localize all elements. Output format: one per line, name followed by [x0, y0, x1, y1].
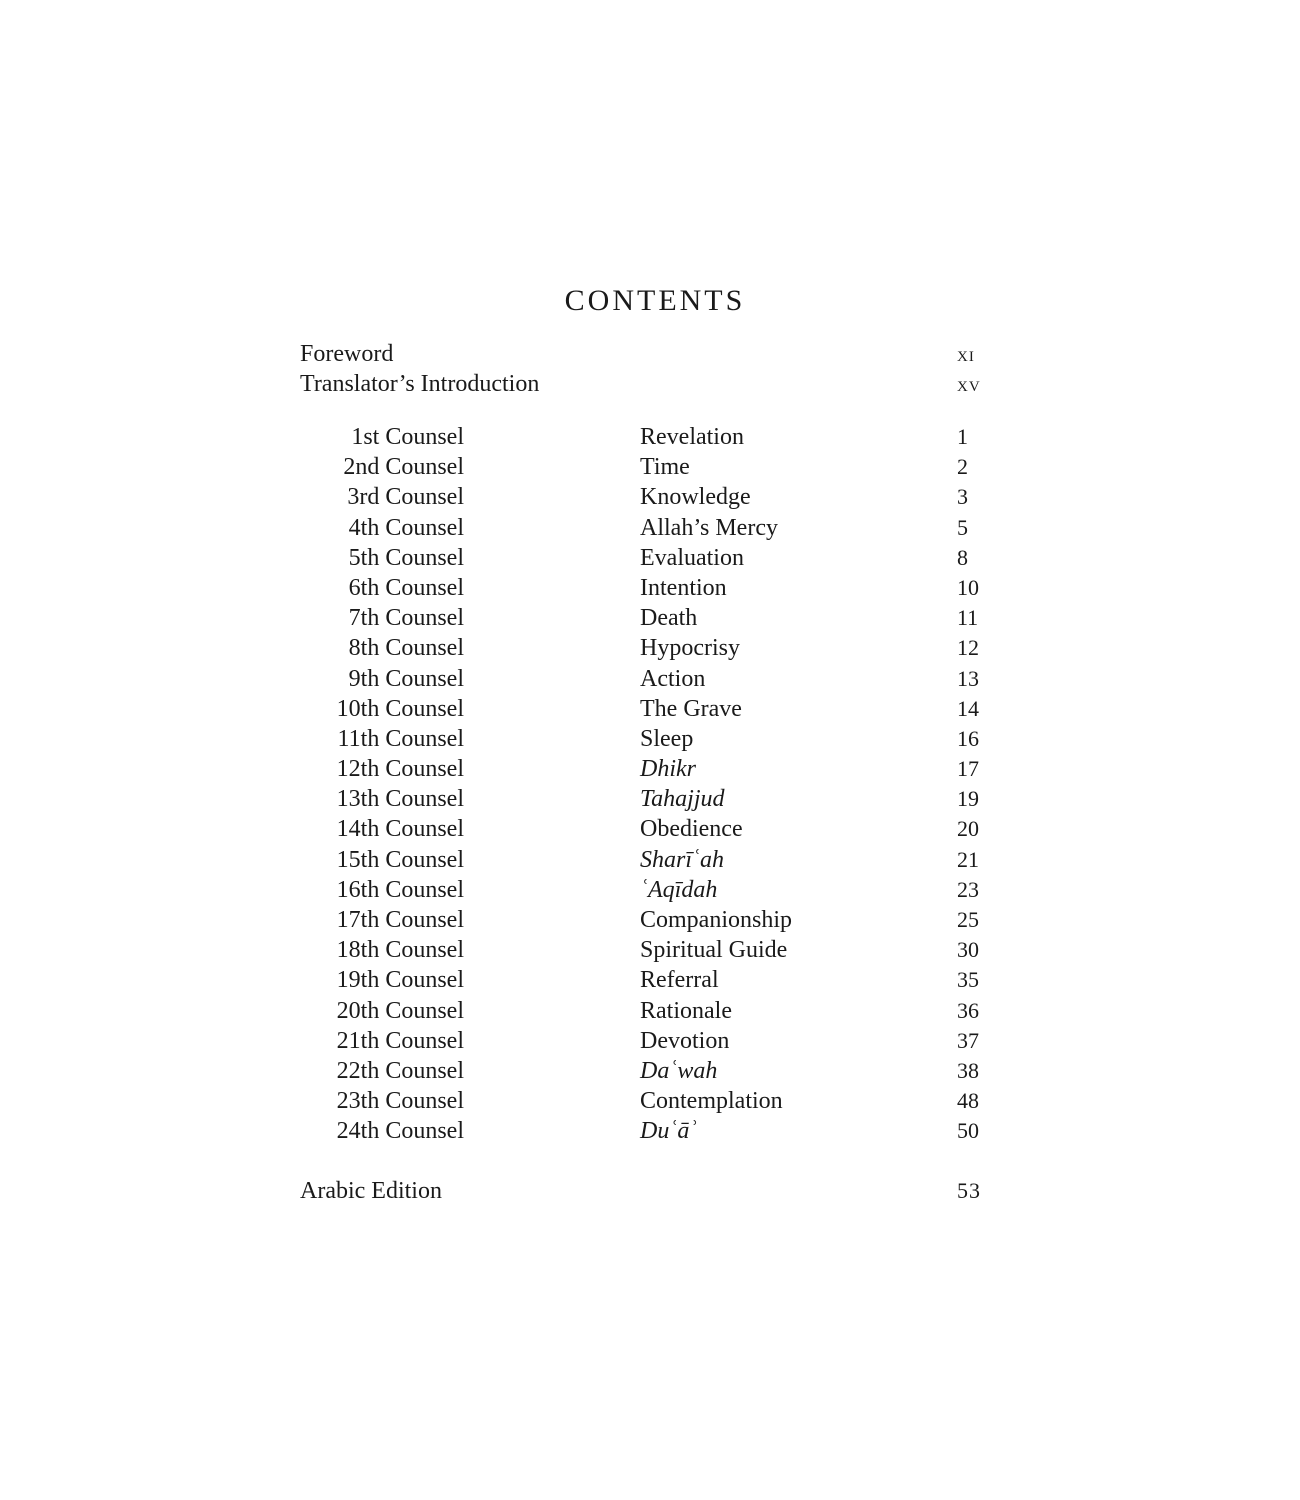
counsel-page-number: 36 — [957, 997, 979, 1023]
counsel-topic: Sharīʿah — [640, 846, 724, 873]
toc-entry-counsel[interactable] — [300, 1028, 990, 1058]
counsel-topic: Devotion — [640, 1027, 730, 1054]
counsel-page-number: 13 — [957, 665, 979, 691]
toc-entry-counsel[interactable] — [300, 575, 990, 605]
counsel-topic: Allah’s Mercy — [640, 514, 778, 541]
counsel-page-number: 19 — [957, 786, 979, 812]
counsel-number: 14th Counsel — [336, 816, 464, 843]
counsel-topic: Daʿwah — [640, 1057, 718, 1084]
counsel-page-number: 12 — [957, 635, 979, 661]
counsel-number: 18th Counsel — [336, 937, 464, 964]
toc-entry-page: xv — [957, 371, 981, 396]
counsel-topic: Duʿāʾ — [640, 1118, 698, 1145]
counsel-number: 3rd Counsel — [347, 484, 464, 511]
toc-entry-counsel[interactable] — [300, 877, 990, 907]
counsel-page-number: 21 — [957, 846, 979, 872]
toc-entry-counsel[interactable] — [300, 786, 990, 816]
toc-entry-label: Arabic Edition — [300, 1178, 442, 1204]
toc-entry-counsel[interactable] — [300, 726, 990, 756]
counsel-number: 4th Counsel — [348, 514, 464, 541]
counsel-page-number: 8 — [957, 544, 968, 570]
counsel-number: 22th Counsel — [336, 1057, 464, 1084]
counsel-topic: Rationale — [640, 997, 732, 1024]
counsel-page-number: 14 — [957, 695, 979, 721]
counsel-page-number: 23 — [957, 876, 979, 902]
toc-entry-counsel[interactable] — [300, 545, 990, 575]
counsel-number: 19th Counsel — [336, 967, 464, 994]
counsel-number: 20th Counsel — [336, 997, 464, 1024]
toc-entry-counsel[interactable] — [300, 1088, 990, 1118]
counsel-topic: Dhikr — [640, 756, 696, 783]
toc-entry-counsel[interactable] — [300, 635, 990, 665]
counsel-number: 15th Counsel — [336, 846, 464, 873]
counsel-topic: Obedience — [640, 816, 743, 843]
counsel-number: 16th Counsel — [336, 876, 464, 903]
counsel-number: 13th Counsel — [336, 786, 464, 813]
counsel-topic: Time — [640, 454, 690, 481]
counsel-list — [300, 424, 990, 1149]
counsel-topic: Referral — [640, 967, 719, 994]
counsel-page-number: 2 — [957, 454, 968, 480]
counsel-number: 10th Counsel — [336, 695, 464, 722]
counsel-page-number: 10 — [957, 574, 979, 600]
counsel-page-number: 3 — [957, 484, 968, 510]
counsel-topic: Tahajjud — [640, 786, 725, 813]
counsel-page-number: 25 — [957, 907, 979, 932]
counsel-page-number: 38 — [957, 1057, 979, 1083]
toc-entry-counsel[interactable] — [300, 967, 990, 997]
counsel-topic: The Grave — [640, 695, 742, 722]
counsel-number: 17th Counsel — [336, 907, 464, 933]
toc-entry-counsel[interactable] — [300, 666, 990, 696]
counsel-number: 6th Counsel — [348, 574, 464, 601]
toc-entry-label: Translator’s Introduction — [300, 371, 540, 397]
counsel-number: 24th Counsel — [336, 1118, 464, 1145]
toc-entry-page: 53 — [957, 1178, 981, 1203]
counsel-page-number: 5 — [957, 514, 968, 540]
toc-entry-counsel[interactable] — [300, 847, 990, 877]
counsel-topic: Hypocrisy — [640, 635, 740, 662]
counsel-number: 21th Counsel — [336, 1027, 464, 1054]
counsel-page-number: 50 — [957, 1118, 979, 1144]
toc-entry-counsel[interactable] — [300, 1058, 990, 1088]
counsel-page-number: 37 — [957, 1027, 979, 1053]
counsel-number: 12th Counsel — [336, 756, 464, 783]
counsel-topic: ʿAqīdah — [640, 876, 718, 903]
counsel-page-number: 1 — [957, 424, 968, 449]
toc-entry-translators-introduction[interactable] — [300, 371, 990, 401]
toc-entry-arabic-edition[interactable] — [300, 1178, 990, 1208]
counsel-number: 8th Counsel — [348, 635, 464, 662]
toc-entry-counsel[interactable] — [300, 696, 990, 726]
toc-entry-counsel[interactable] — [300, 454, 990, 484]
counsel-number: 9th Counsel — [348, 665, 464, 692]
counsel-topic: Companionship — [640, 907, 793, 933]
toc-entry-counsel[interactable] — [300, 756, 990, 786]
counsel-number: 7th Counsel — [348, 605, 464, 632]
counsel-topic: Sleep — [640, 725, 694, 752]
toc-entry-counsel[interactable] — [300, 1118, 990, 1148]
counsel-topic: Death — [640, 605, 698, 632]
page-title: CONTENTS — [564, 284, 746, 317]
counsel-number: 5th Counsel — [348, 544, 464, 571]
toc-entry-foreword[interactable] — [300, 341, 990, 371]
counsel-page-number: 30 — [957, 937, 979, 963]
counsel-topic: Revelation — [640, 424, 744, 450]
counsel-page-number: 20 — [957, 816, 979, 842]
toc-entry-counsel[interactable] — [300, 816, 990, 846]
counsel-page-number: 17 — [957, 756, 979, 782]
toc-entry-label: Foreword — [300, 341, 394, 367]
counsel-topic: Evaluation — [640, 544, 744, 571]
counsel-number: 1st Counsel — [351, 424, 464, 450]
toc-entry-counsel[interactable] — [300, 515, 990, 545]
counsel-number: 2nd Counsel — [343, 454, 464, 481]
counsel-topic: Action — [640, 665, 706, 692]
counsel-page-number: 35 — [957, 967, 979, 993]
toc-entry-counsel[interactable] — [300, 605, 990, 635]
toc-entry-counsel[interactable] — [300, 484, 990, 514]
toc-entry-counsel[interactable] — [300, 998, 990, 1028]
counsel-page-number: 48 — [957, 1088, 979, 1114]
counsel-topic: Contemplation — [640, 1088, 783, 1115]
counsel-topic: Intention — [640, 574, 727, 601]
counsel-page-number: 16 — [957, 725, 979, 751]
counsel-topic: Knowledge — [640, 484, 751, 511]
counsel-number: 23th Counsel — [336, 1088, 464, 1115]
toc-entry-counsel[interactable] — [300, 424, 990, 454]
toc-entry-counsel[interactable] — [300, 937, 990, 967]
toc-entry-counsel[interactable] — [300, 907, 990, 937]
toc-entry-page: xi — [957, 341, 975, 366]
counsel-topic: Spiritual Guide — [640, 937, 788, 964]
counsel-number: 11th Counsel — [337, 725, 464, 752]
counsel-page-number: 11 — [957, 605, 979, 631]
